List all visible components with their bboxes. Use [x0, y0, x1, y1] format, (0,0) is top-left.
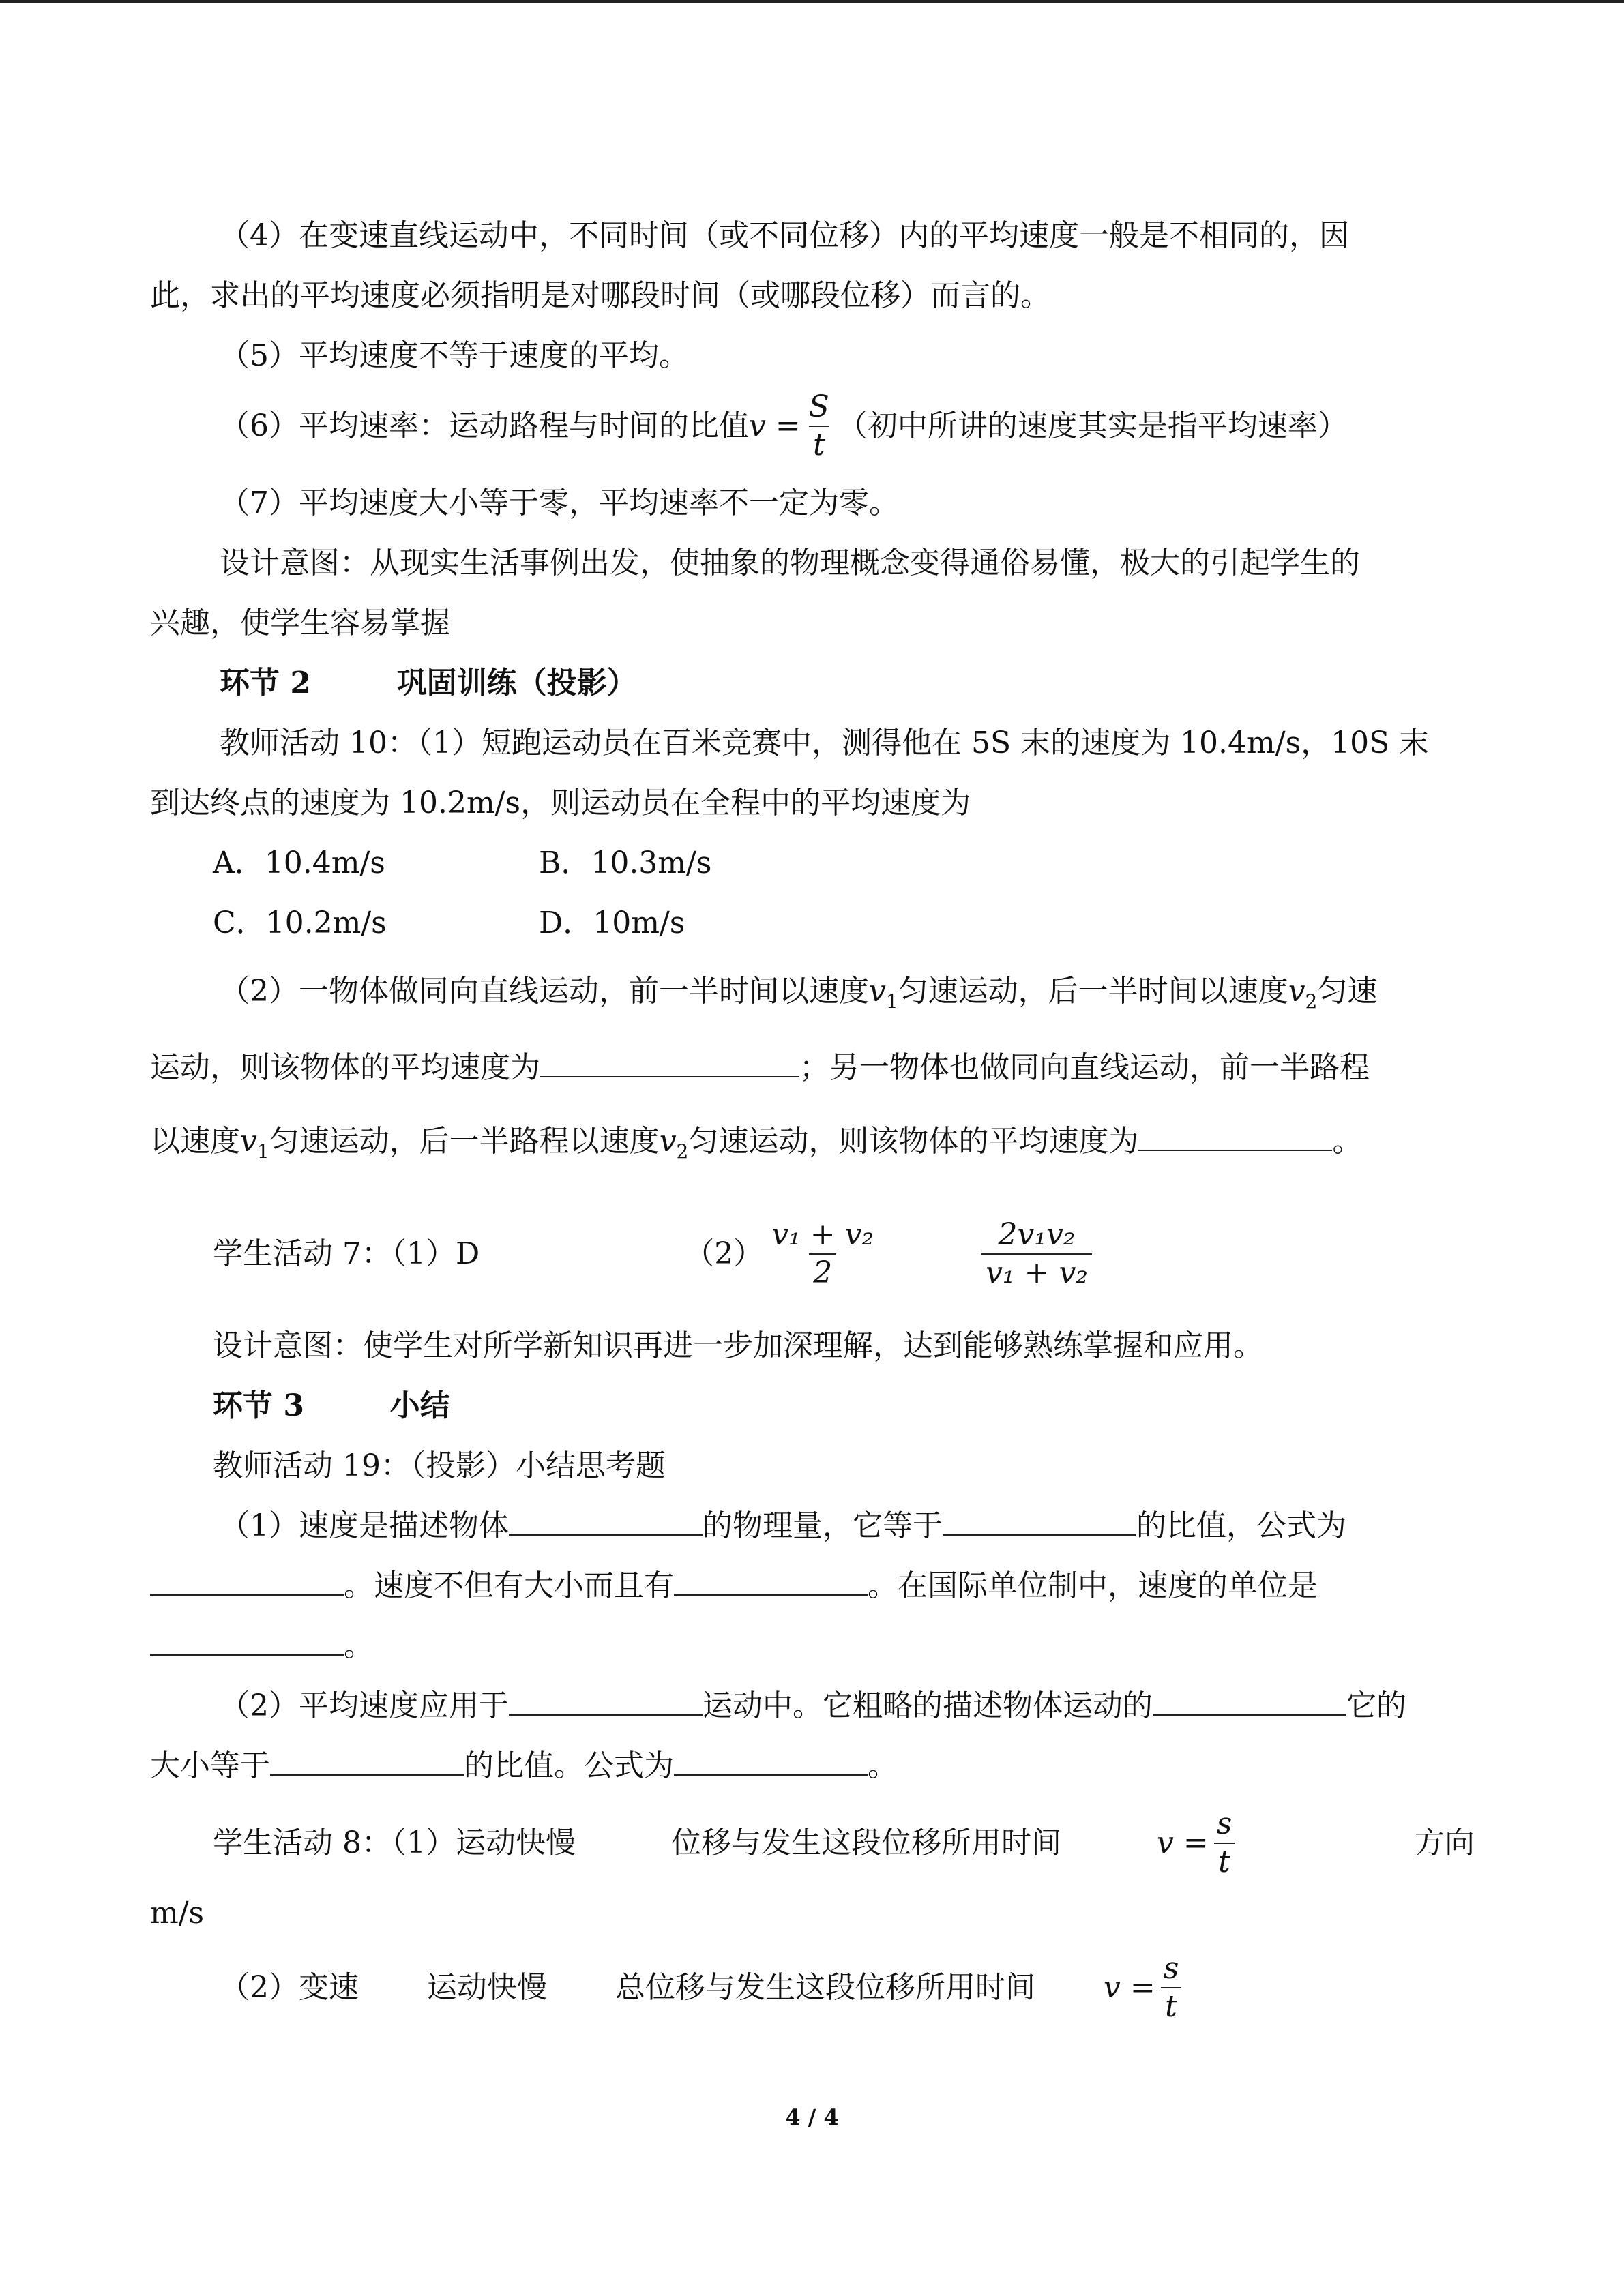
- summary-1-text: 。在国际单位制中，速度的单位是: [868, 1568, 1318, 1603]
- page-top-border: [0, 0, 1624, 3]
- answer-blank[interactable]: [509, 1507, 703, 1536]
- page-number: 4 / 4: [785, 2104, 839, 2130]
- speed-fraction: [1213, 1806, 1237, 1881]
- paragraph-7: （7）平均速度大小等于零，平均速率不一定为零。: [220, 486, 899, 520]
- question-2-text: 运动，则该物体的平均速度为: [150, 1050, 540, 1085]
- subscript-1: 1: [885, 989, 898, 1013]
- option-d: D．10m/s: [539, 906, 685, 940]
- student-activity-8-direction: 方向: [1415, 1825, 1475, 1860]
- question-2-text: 匀速运动，后一半时间以速度: [898, 974, 1288, 1009]
- question-2-text: 匀速: [1317, 974, 1378, 1009]
- v1-symbol: [240, 1124, 269, 1163]
- v-letter: v: [869, 974, 886, 1009]
- fraction-numerator: v₁ + v₂: [771, 1217, 874, 1252]
- v-letter: v: [659, 1124, 677, 1159]
- fraction-denominator: t: [1214, 1843, 1235, 1881]
- answer-blank[interactable]: [150, 1567, 344, 1596]
- section-3-heading: [213, 1386, 450, 1427]
- paragraph-5: （5）平均速度不等于速度的平均。: [220, 338, 689, 373]
- summary-1-text: 。: [344, 1628, 374, 1663]
- velocity-symbol: v =: [1156, 1825, 1209, 1860]
- summary-1-text: 的比值，公式为: [1136, 1508, 1346, 1543]
- subscript-1: 1: [256, 1139, 269, 1163]
- paragraph-4-line-1: （4）在变速直线运动中，不同时间（或不同位移）内的平均速度一般是不相同的，因: [220, 218, 1349, 253]
- answer-blank[interactable]: [150, 1627, 344, 1656]
- question-2-line-1: [220, 971, 1377, 1022]
- section-3-title: 小结: [389, 1388, 450, 1423]
- paragraph-6: [220, 389, 1348, 464]
- section-2-title: 巩固训练（投影）: [396, 666, 637, 700]
- section-2-label: 环节 2: [220, 666, 311, 700]
- student-activity-7-label: 学生活动 7：（1）D: [213, 1236, 480, 1271]
- velocity-symbol: v =: [749, 408, 801, 443]
- option-a: A．10.4m/s: [213, 846, 385, 880]
- summary-1-line-2: [150, 1566, 1318, 1607]
- paragraph-6-text: （6）平均速率：运动路程与时间的比值: [220, 408, 749, 443]
- answer-blank[interactable]: [674, 1567, 868, 1596]
- student-activity-7: [213, 1217, 1096, 1292]
- fraction-numerator: 2v₁v₂: [998, 1217, 1076, 1252]
- speed-fraction: [805, 389, 833, 464]
- student-activity-8-part-2: [220, 1950, 1187, 2025]
- average-speed-distance-fraction: [981, 1217, 1092, 1292]
- v-letter: v: [240, 1124, 257, 1159]
- option-b: B．10.3m/s: [539, 846, 712, 880]
- teacher-activity-10-line-1: 教师活动 10：（1）短跑运动员在百米竞赛中，测得他在 5S 末的速度为 10.4m/s，10S 末: [220, 726, 1430, 760]
- answer-blank[interactable]: [270, 1747, 464, 1776]
- v1-symbol: [869, 974, 898, 1013]
- answer-blank[interactable]: [509, 1687, 703, 1716]
- answer-blank[interactable]: [1138, 1122, 1332, 1151]
- question-2-text: 。: [1332, 1124, 1363, 1159]
- question-2-text: ；另一物体也做同向直线运动，前一半路程: [799, 1050, 1370, 1085]
- question-2-line-2: [150, 1047, 1370, 1088]
- student-activity-8-label: 学生活动 8：（1）运动快慢: [213, 1825, 576, 1860]
- question-2-line-3: [150, 1121, 1362, 1172]
- answer-blank[interactable]: [943, 1507, 1136, 1536]
- design-intent-2: 设计意图：使学生对所学新知识再进一步加深理解，达到能够熟练掌握和应用。: [213, 1328, 1263, 1363]
- fraction-numerator: s: [1163, 1951, 1179, 1986]
- answer-text: 总位移与发生这段位移所用时间: [615, 1970, 1035, 2005]
- question-2-text: 以速度: [150, 1124, 240, 1159]
- v2-symbol: [659, 1124, 689, 1163]
- summary-1-text: 的物理量，它等于: [703, 1508, 943, 1543]
- subscript-2: 2: [1305, 989, 1318, 1013]
- summary-1-text: （1）速度是描述物体: [220, 1508, 509, 1543]
- student-activity-8-unit: m/s: [150, 1896, 205, 1930]
- design-intent-1-line-1: 设计意图：从现实生活事例出发，使抽象的物理概念变得通俗易懂，极大的引起学生的: [220, 546, 1360, 580]
- summary-1-text: 。速度不但有大小而且有: [344, 1568, 674, 1603]
- answer-blank[interactable]: [1153, 1687, 1346, 1716]
- summary-2-text: 它的: [1346, 1688, 1406, 1723]
- fraction-denominator: 2: [809, 1253, 836, 1292]
- answer-2-label: （2）: [684, 1236, 764, 1271]
- question-2-text: 匀速运动，则该物体的平均速度为: [688, 1124, 1139, 1159]
- fraction-numerator: s: [1216, 1806, 1232, 1841]
- section-3-label: 环节 3: [213, 1388, 304, 1423]
- answer-text: （2）变速: [220, 1970, 359, 2005]
- summary-1-line-1: [220, 1506, 1346, 1547]
- answer-blank[interactable]: [674, 1747, 868, 1776]
- summary-2-text: 大小等于: [150, 1748, 270, 1783]
- summary-2-text: 的比值。公式为: [464, 1748, 674, 1783]
- summary-2-text: 运动中。它粗略的描述物体运动的: [703, 1688, 1153, 1723]
- summary-2-line-1: [220, 1686, 1406, 1727]
- summary-2-text: （2）平均速度应用于: [220, 1688, 509, 1723]
- fraction-denominator: t: [809, 426, 829, 464]
- teacher-activity-10-line-2: 到达终点的速度为 10.2m/s，则运动员在全程中的平均速度为: [150, 786, 971, 820]
- summary-2-line-2: [150, 1746, 898, 1787]
- speed-fraction: [1160, 1950, 1183, 2025]
- velocity-symbol: v =: [1104, 1970, 1155, 2005]
- option-c: C．10.2m/s: [213, 906, 387, 940]
- design-intent-1-line-2: 兴趣，使学生容易掌握: [150, 606, 450, 640]
- question-2-text: （2）一物体做同向直线运动，前一半时间以速度: [220, 974, 869, 1009]
- teacher-activity-19: 教师活动 19：（投影）小结思考题: [213, 1448, 666, 1483]
- answer-blank[interactable]: [540, 1049, 799, 1077]
- paragraph-4-line-2: 此，求出的平均速度必须指明是对哪段时间（或哪段位移）而言的。: [150, 278, 1050, 313]
- average-speed-time-fraction: [767, 1217, 878, 1292]
- student-activity-8-answer: 位移与发生这段位移所用时间: [670, 1825, 1061, 1860]
- answer-text: 运动快慢: [427, 1970, 547, 2005]
- fraction-denominator: v₁ + v₂: [981, 1253, 1092, 1292]
- paragraph-6-note: （初中所讲的速度其实是指平均速率）: [837, 408, 1348, 443]
- section-2-heading: [220, 663, 637, 704]
- summary-2-text: 。: [868, 1748, 898, 1783]
- student-activity-8: [213, 1806, 1475, 1881]
- question-2-text: 匀速运动，后一半路程以速度: [269, 1124, 660, 1159]
- v2-symbol: [1288, 974, 1318, 1013]
- v-letter: v: [1288, 974, 1305, 1009]
- fraction-denominator: t: [1161, 1987, 1181, 2025]
- fraction-numerator: S: [808, 389, 829, 424]
- summary-1-line-3: [150, 1626, 374, 1667]
- subscript-2: 2: [676, 1139, 689, 1163]
